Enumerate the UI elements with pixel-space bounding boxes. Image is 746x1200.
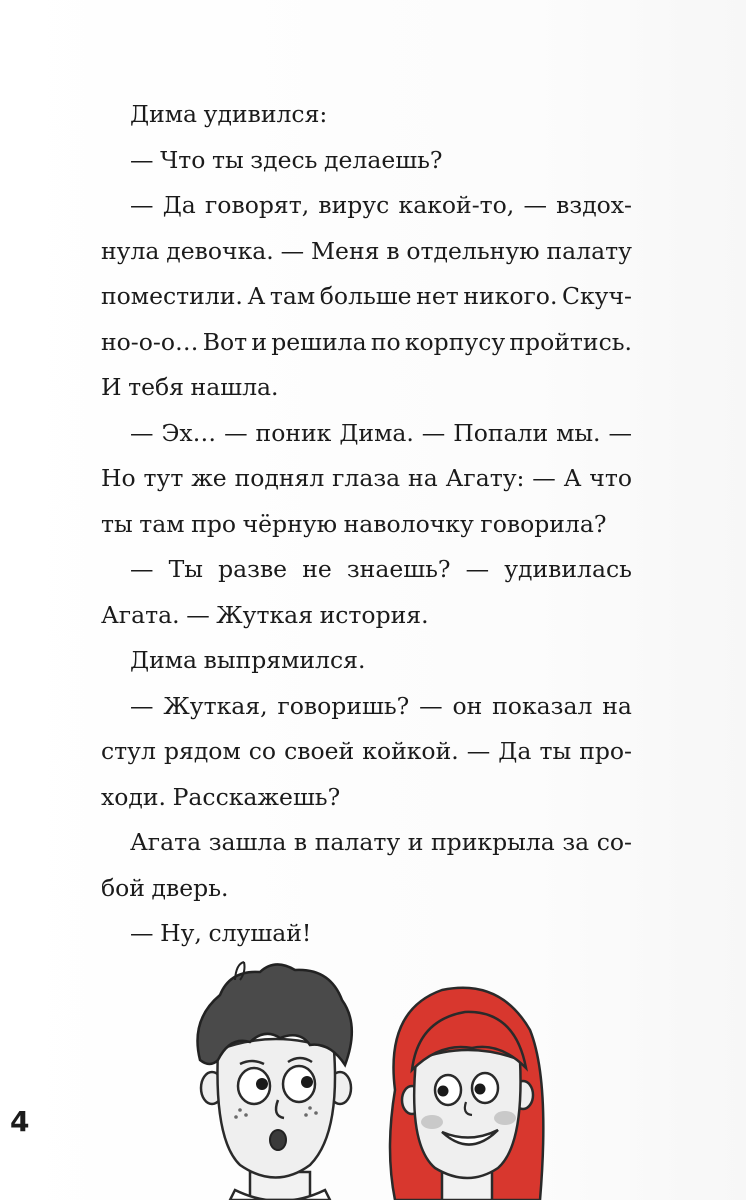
text-word: койкой. [362,737,459,765]
boy-and-girl-illustration [180,950,560,1200]
text-word: — [130,691,154,720]
text-word: мы. [556,418,601,447]
text-word: Попали [453,418,549,447]
text-word: рядом [163,737,241,765]
girl-left-pupil [438,1086,449,1097]
text-line [101,320,632,366]
text-word: Жуткая, [163,691,268,720]
text-word: Меня [310,236,380,265]
girl-left-cheek [421,1115,443,1129]
text-word: удивилась [504,555,632,583]
text-word: чёрную [242,509,338,538]
text-word: нашла. [190,373,279,401]
text-word: он [452,691,483,720]
text-word: Ты [168,555,203,583]
text-word: А [247,282,266,310]
text-word: тут [143,464,184,492]
text-word: тебя [128,373,184,401]
text-word: дверь. [151,873,229,902]
page-number: 4 [10,1105,30,1138]
text-word: И [101,373,122,401]
text-word: Дима. [339,418,414,447]
text-word: — [186,600,210,629]
text-word: вздох- [556,191,632,219]
text-word: на [602,691,632,720]
text-line [101,411,632,457]
text-word: ты [211,145,244,174]
text-word: знаешь? [346,555,451,583]
text-word: ты [101,509,133,538]
text-line [101,229,632,275]
boy-mouth [270,1130,286,1150]
text-line [101,502,632,548]
text-word: здесь [250,145,318,174]
text-word: за [562,828,590,856]
text-word: в [293,828,308,856]
text-line [101,138,632,184]
text-word: Но [101,464,136,492]
text-word: история. [319,600,429,629]
text-word: нет [416,282,459,310]
text-word: какой-то, [398,191,515,219]
text-word: Ну, [160,919,202,947]
text-word: же [191,464,227,492]
text-word: — [465,555,490,583]
boy-right-pupil [301,1076,313,1088]
text-line [101,365,632,411]
text-line [101,593,632,639]
text-word: со [248,737,277,765]
text-word: там [269,282,316,310]
text-word: выпрямился. [203,646,366,674]
text-word: — [419,691,443,720]
text-word: Эх… [161,418,217,447]
text-word: решила [271,327,367,356]
text-line [101,274,632,320]
text-line [101,92,632,138]
text-word: Что [160,145,206,174]
text-word: не [302,555,332,583]
text-word: и [407,828,424,856]
text-word: — [421,418,446,447]
text-word: про- [579,737,632,765]
text-word: говорят, [205,191,310,219]
text-line [101,684,632,730]
text-word: зашла [208,828,287,856]
text-word: слушай! [208,919,312,947]
text-word: — [523,191,547,219]
text-word: наволочку [343,509,474,538]
text-word: разве [218,555,288,583]
text-word: что [589,464,632,492]
text-word: вирус [318,191,390,219]
text-word: Расскажешь? [172,782,341,811]
text-word: А [563,464,582,492]
text-word: — [280,236,305,265]
girl-right-pupil [475,1084,486,1095]
text-line [101,547,632,593]
text-word: говоришь? [277,691,410,720]
text-word: — [130,919,154,947]
text-word: Дима [130,646,198,674]
text-word: — [130,555,154,583]
text-word: — [608,418,632,447]
text-word: Дима [130,100,198,128]
text-word: по [370,327,401,356]
text-word: показал [492,691,593,720]
girl-right-cheek [494,1111,516,1125]
text-word: корпусу [404,327,506,356]
text-word: в [386,236,400,265]
text-word: Скуч- [562,282,632,310]
text-word: бой [101,873,145,902]
text-line [101,456,632,502]
text-word: поднял [234,464,325,492]
text-word: больше [319,282,412,310]
text-word: поместили. [101,282,243,310]
text-word: прикрыла [431,828,555,856]
text-word: Агату: [445,464,525,492]
text-word: поник [255,418,332,447]
text-word: Агата. [101,600,180,629]
text-line [101,866,632,912]
text-word: на [408,464,438,492]
text-word: Да [162,191,196,219]
text-word: про [191,509,237,538]
text-word: со- [596,828,632,856]
boy-left-pupil [256,1078,268,1090]
text-word: говорила? [480,509,607,538]
text-word: отдельную [406,236,540,265]
text-word: Вот [202,327,248,356]
text-word: пройтись. [509,327,632,356]
text-word: — [466,737,491,765]
text-word: удивился: [203,100,328,128]
text-word: Агата [130,828,202,856]
text-line [101,183,632,229]
text-word: — [130,145,154,174]
text-word: своей [284,737,355,765]
text-word: ходи. [101,782,167,811]
body-text [101,92,632,957]
text-word: девочка. [166,236,274,265]
text-word: палату [546,236,632,265]
text-line [101,820,632,866]
text-word: нула [101,236,160,265]
text-line [101,638,632,684]
text-line [101,729,632,775]
girl-figure [390,988,543,1200]
text-word: — [130,418,154,447]
text-word: ты [539,737,572,765]
text-line [101,775,632,821]
text-word: — [532,464,556,492]
text-word: там [139,509,185,538]
text-word: — [224,418,248,447]
text-word: стул [101,737,156,765]
text-word: глаза [332,464,401,492]
text-word: Да [498,737,532,765]
text-word: никого. [463,282,558,310]
text-word: но-о-о… [101,327,199,356]
text-word: — [130,191,154,219]
text-word: Жуткая [216,600,314,629]
text-word: делаешь? [324,145,443,174]
text-word: палату [314,828,401,856]
text-word: и [251,327,267,356]
boy-figure [198,962,352,1200]
